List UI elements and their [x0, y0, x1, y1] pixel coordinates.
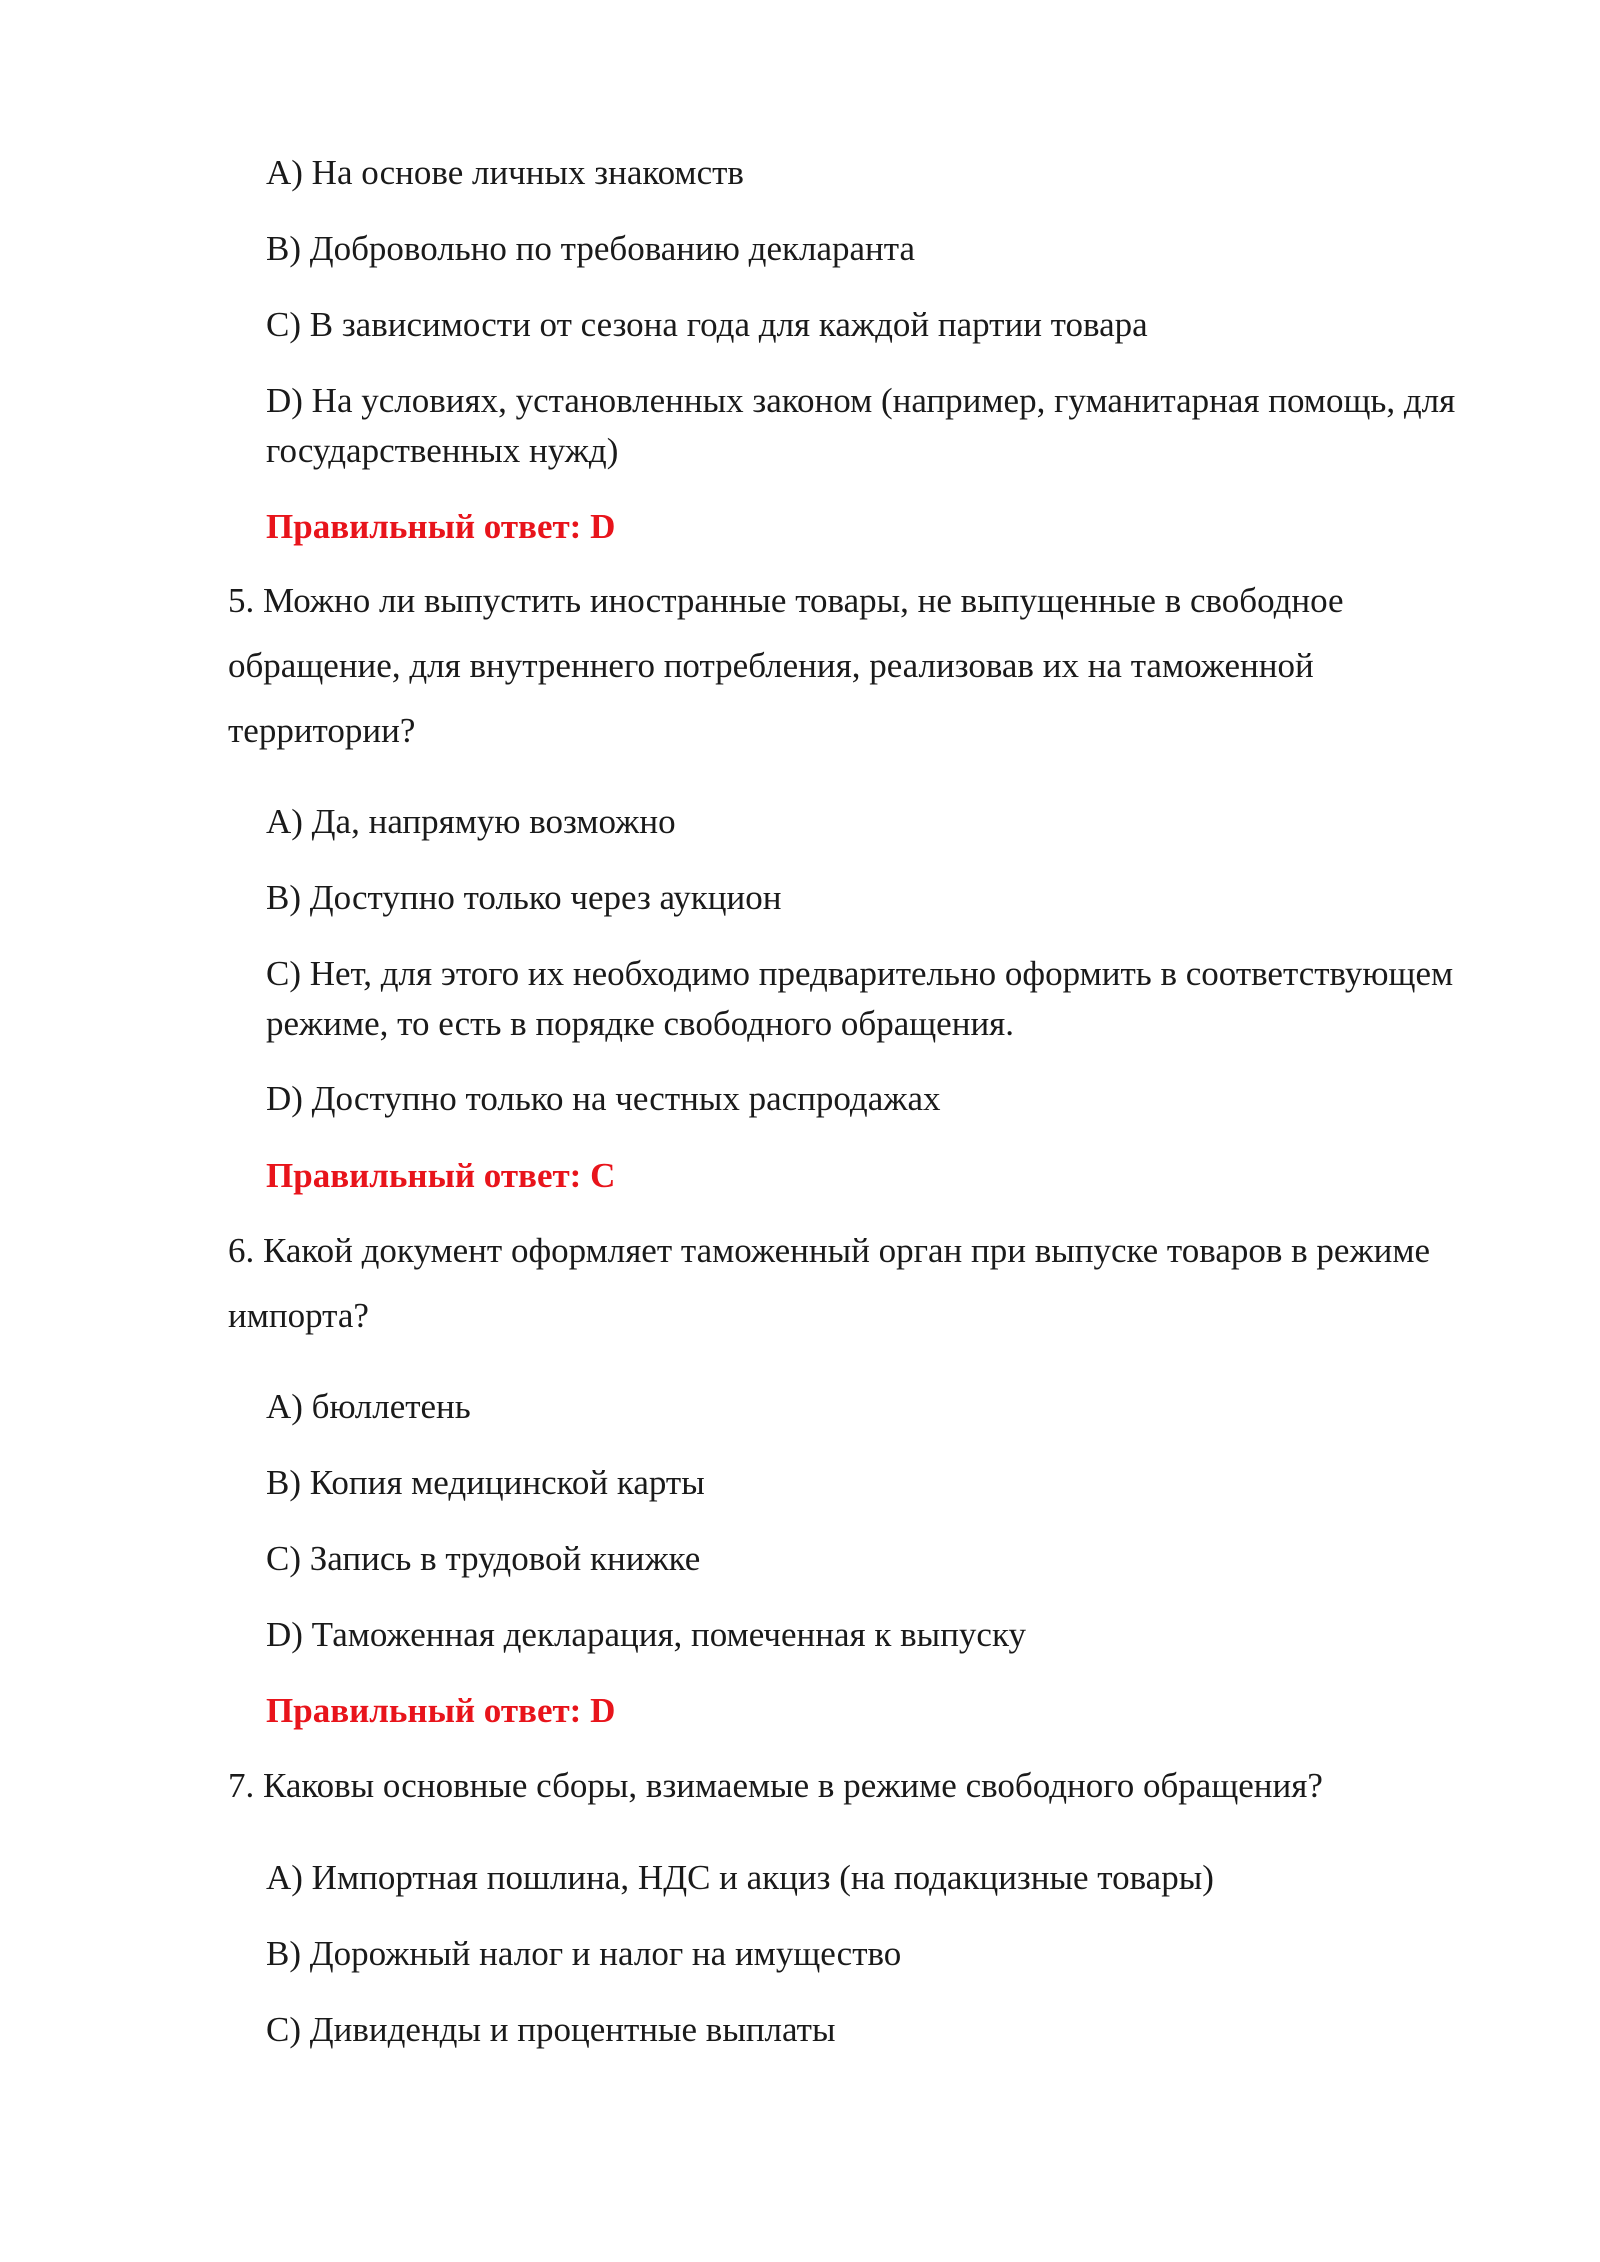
q5-option-a: A) Да, напрямую возможно: [266, 802, 676, 841]
q4-option-a: A) На основе личных знакомств: [266, 153, 744, 192]
q5-option-c: C) Нет, для этого их необходимо предварительно оформить в соответствующем режиме, то есть в порядке свободного обращения.: [266, 954, 1454, 1043]
question-5-text: 5. Можно ли выпустить иностранные товары, не выпущенные в свободное обращение, для внутреннего потребления, реализовав их на таможенной территории?: [228, 581, 1344, 750]
q4-option-d: D) На условиях, установленных законом (например, гуманитарная помощь, для государственных нужд): [266, 381, 1456, 470]
q6-correct-answer: Правильный ответ: D: [266, 1691, 616, 1730]
q5-option-b: B) Доступно только через аукцион: [266, 878, 782, 917]
q4-option-b: B) Добровольно по требованию декларанта: [266, 229, 916, 268]
q4-correct-answer: Правильный ответ: D: [266, 507, 616, 546]
q7-option-c: C) Дивиденды и процентные выплаты: [266, 2010, 836, 2049]
q6-option-a: A) бюллетень: [266, 1387, 471, 1426]
q6-option-b: B) Копия медицинской карты: [266, 1463, 705, 1502]
q5-option-d: D) Доступно только на честных распродажах: [266, 1079, 941, 1118]
question-6-text: 6. Какой документ оформляет таможенный орган при выпуске товаров в режиме импорта?: [228, 1231, 1431, 1335]
q4-option-c: C) В зависимости от сезона года для каждой партии товара: [266, 305, 1148, 344]
q6-option-d: D) Таможенная декларация, помеченная к выпуску: [266, 1615, 1026, 1654]
q6-option-c: C) Запись в трудовой книжке: [266, 1539, 701, 1578]
question-7-text: 7. Каковы основные сборы, взимаемые в режиме свободного обращения?: [228, 1766, 1323, 1805]
q7-option-a: A) Импортная пошлина, НДС и акциз (на подакцизные товары): [266, 1858, 1214, 1897]
q5-correct-answer: Правильный ответ: C: [266, 1156, 616, 1195]
q7-option-b: B) Дорожный налог и налог на имущество: [266, 1934, 902, 1973]
